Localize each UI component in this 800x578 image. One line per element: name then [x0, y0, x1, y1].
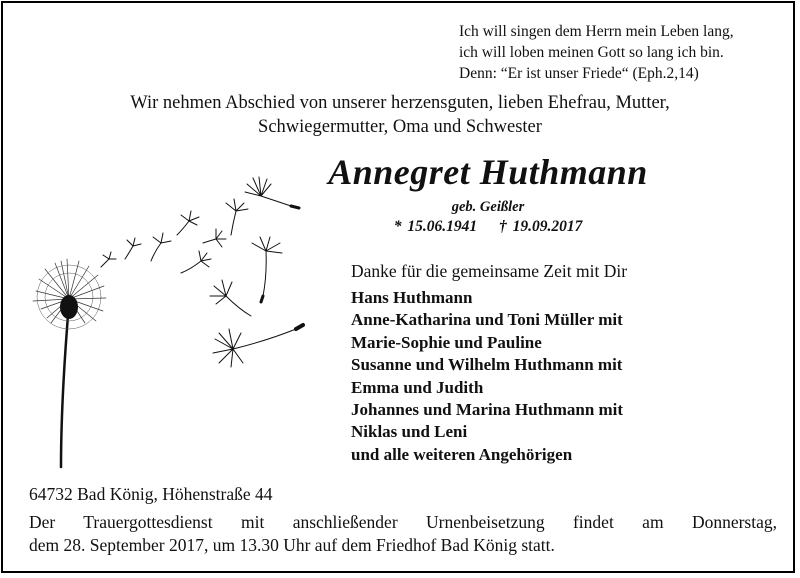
verse-line: Denn: “Er ist unser Friede“ (Eph.2,14)	[459, 65, 699, 82]
address: 64732 Bad König, Höhenstraße 44	[29, 484, 273, 504]
service-line: dem 28. September 2017, um 13.30 Uhr auf dem Friedhof Bad König statt.	[29, 535, 555, 555]
service-info	[29, 511, 777, 557]
death-date: † 19.09.2017	[498, 218, 583, 235]
farewell-line: Wir nehmen Abschied von unserer herzensguten, lieben Ehefrau, Mutter,	[130, 93, 670, 113]
verse-line: Ich will singen dem Herrn mein Leben lang,	[459, 23, 734, 40]
family-member: Marie-Sophie und Pauline	[351, 332, 542, 352]
farewell-text	[3, 91, 797, 139]
dandelion-icon	[21, 151, 321, 473]
deceased-name: Annegret Huthmann	[328, 152, 648, 192]
birth-name: geb. Geißler	[451, 199, 525, 215]
family-member: und alle weiteren Angehörigen	[351, 444, 573, 464]
family-member: Susanne und Wilhelm Huthmann mit	[351, 355, 623, 375]
service-line: Der Trauergottesdienst mit anschließender Urnenbeisetzung findet am Donnerstag,	[29, 512, 777, 532]
obituary-notice	[1, 1, 795, 573]
life-dates	[303, 218, 673, 236]
verse-line: ich will loben meinen Gott so lang ich bin.	[459, 44, 724, 61]
family-member: Anne-Katharina und Toni Müller mit	[351, 310, 623, 330]
family-member: Niklas und Leni	[351, 422, 468, 442]
bible-verse	[459, 21, 789, 84]
thanks-line: Danke für die gemeinsame Zeit mit Dir	[351, 261, 628, 281]
family-list	[351, 287, 681, 466]
birth-date: * 15.06.1941	[393, 218, 478, 235]
family-member: Hans Huthmann	[351, 288, 473, 307]
farewell-line: Schwiegermutter, Oma und Schwester	[258, 117, 542, 137]
family-member: Emma und Judith	[351, 377, 484, 397]
family-member: Johannes und Marina Huthmann mit	[351, 400, 624, 420]
